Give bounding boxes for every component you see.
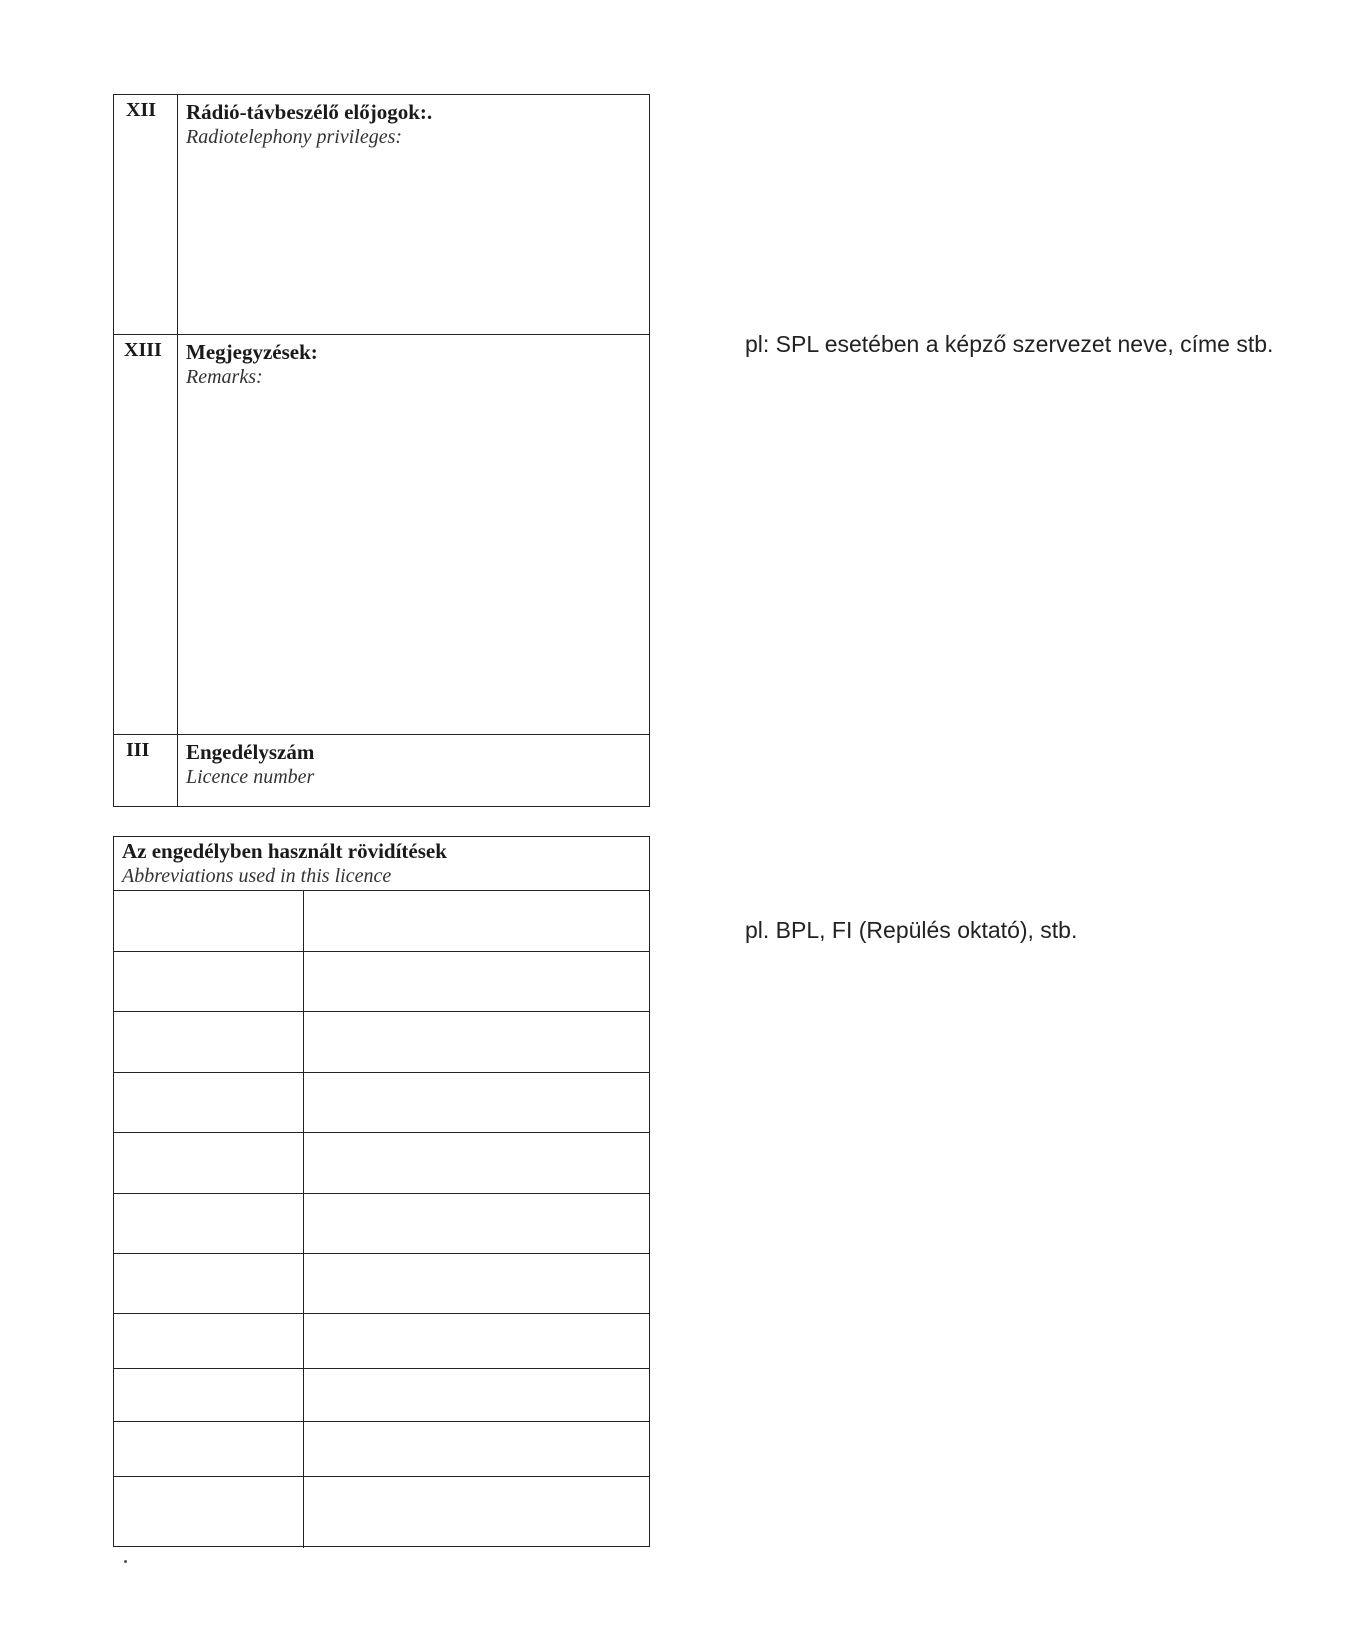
table-row (114, 1194, 649, 1254)
row-number: XII (114, 95, 178, 334)
abbreviations-title: Az engedélyben használt rövidítések (122, 839, 447, 863)
stray-dot (124, 1560, 127, 1563)
table-row (114, 1254, 649, 1314)
row-subtitle: Licence number (186, 766, 315, 788)
column-divider (303, 1194, 304, 1253)
row-content (186, 99, 643, 149)
licence-form-top (113, 94, 650, 807)
row-content (186, 339, 643, 389)
column-divider (303, 1422, 304, 1476)
table-row (114, 1422, 649, 1477)
column-divider (303, 891, 304, 951)
table-row (114, 1314, 649, 1369)
column-divider (303, 1254, 304, 1313)
row-title: Engedélyszám (186, 740, 315, 764)
column-divider (303, 952, 304, 1011)
remarks-note: pl: SPL esetében a képző szervezet neve, címe stb. (745, 331, 1274, 357)
table-row (114, 1369, 649, 1422)
column-divider (303, 1012, 304, 1072)
row-radiotelephony (114, 95, 649, 335)
abbreviations-subtitle: Abbreviations used in this licence (122, 865, 392, 887)
row-subtitle: Radiotelephony privileges: (186, 126, 403, 148)
table-row (114, 1477, 649, 1548)
row-title: Megjegyzések: (186, 340, 318, 364)
abbreviations-table (113, 836, 650, 1547)
row-number: XIII (114, 335, 178, 734)
column-divider (303, 1314, 304, 1368)
row-subtitle: Remarks: (186, 366, 263, 388)
abbreviations-grid (114, 891, 649, 1546)
abbreviations-header (114, 837, 649, 891)
column-divider (303, 1477, 304, 1548)
abbreviations-note: pl. BPL, FI (Repülés oktató), stb. (745, 917, 1078, 943)
row-remarks (114, 335, 649, 735)
column-divider (303, 1133, 304, 1193)
row-licence-number (114, 735, 649, 807)
table-row (114, 1133, 649, 1194)
column-divider (303, 1369, 304, 1421)
table-row (114, 1073, 649, 1133)
table-row (114, 1012, 649, 1073)
column-divider (303, 1073, 304, 1132)
row-title: Rádió-távbeszélő előjogok:. (186, 100, 433, 124)
row-content (186, 739, 643, 789)
table-row (114, 891, 649, 952)
table-row (114, 952, 649, 1012)
row-number: III (114, 735, 178, 807)
